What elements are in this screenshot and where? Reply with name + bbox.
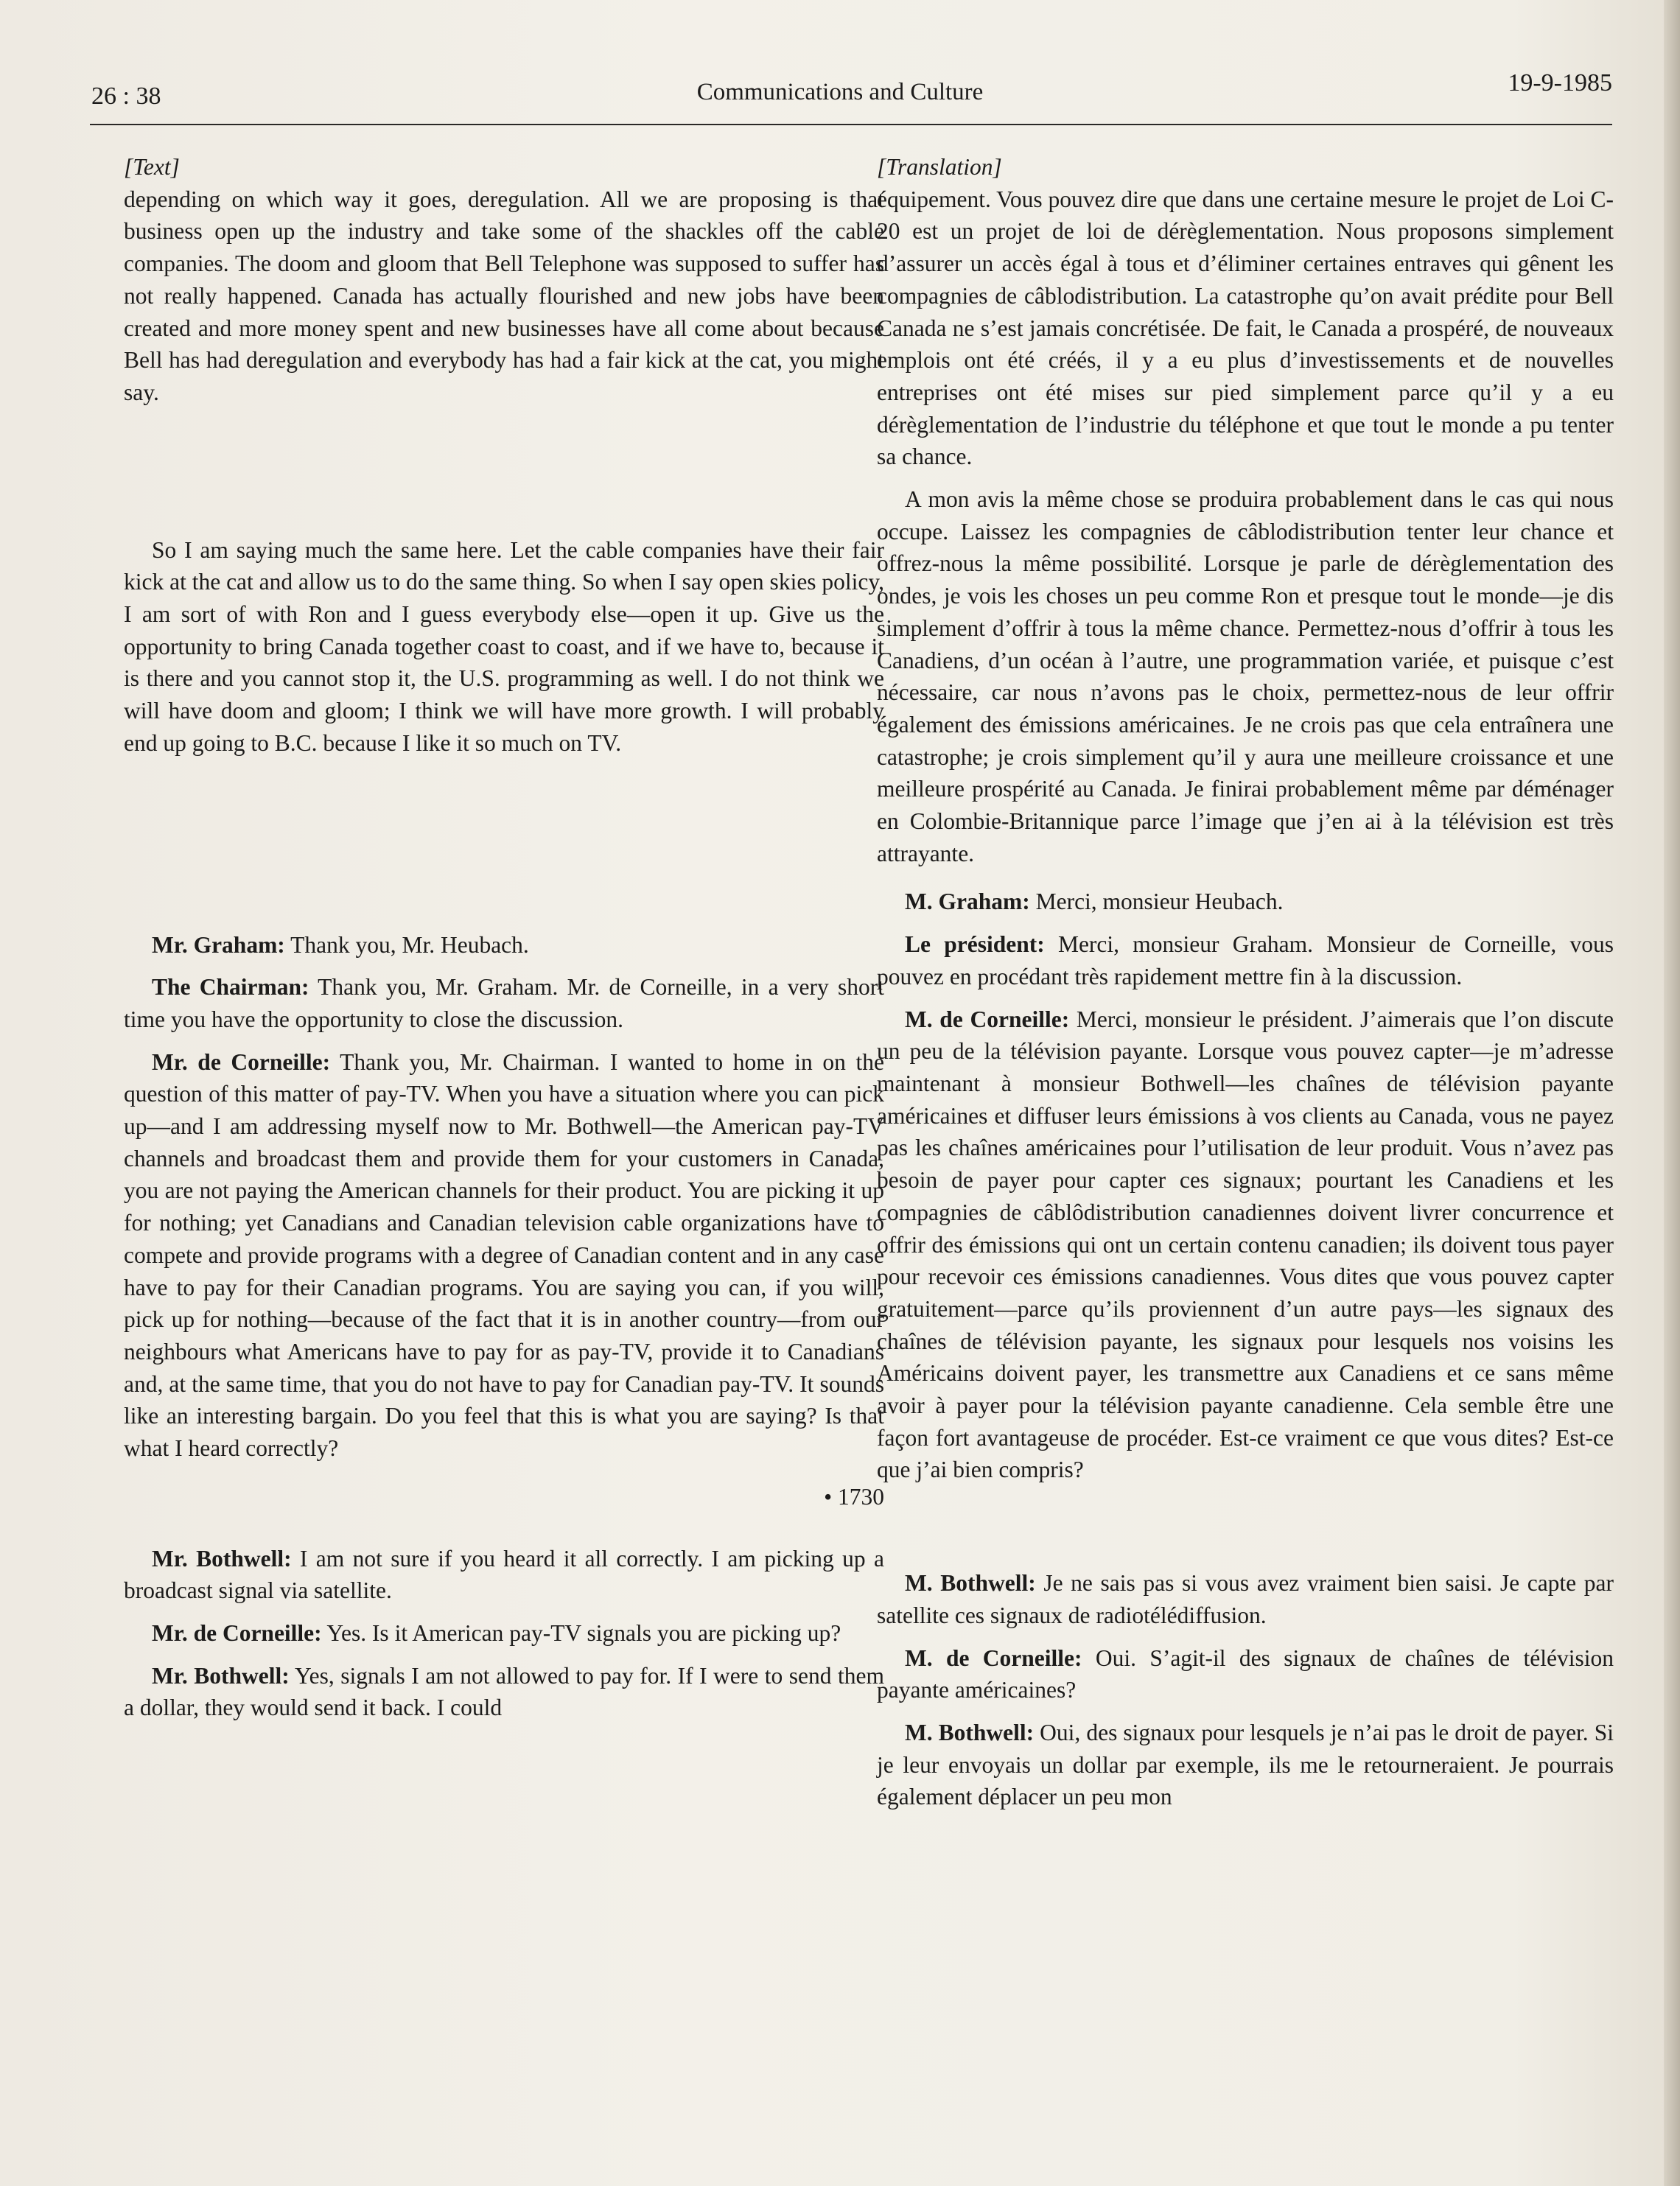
speech bbox=[877, 1567, 1614, 1631]
header-rule bbox=[90, 124, 1612, 125]
speech-text: Yes, signals I am not allowed to pay for. If I were to send them a dollar, they would send it back. I could bbox=[124, 1662, 885, 1721]
speech bbox=[877, 1003, 1614, 1487]
speaker-name: Mr. de Corneille: bbox=[152, 1048, 331, 1075]
page-number: 26 : 38 bbox=[91, 83, 161, 110]
speech-text: Je ne sais pas si vous avez vraiment bien saisi. Je capte par satellite ces signaux de radiotélédiffusion. bbox=[877, 1570, 1614, 1628]
speech-text: Merci, monsieur le président. J’aimerais que l’on discute un peu de la télévision payante. Lorsque vous pouvez capter—je m’adresse maintenant à monsieur Bothwell—les chaînes de télévision payante américaines et diffuser leurs émissions à vos clients au Canada, vous ne payez pas les chaînes américaines pour l’utilisation de leur produit. Vous n’avez pas besoin de payer pour capter ces signaux; pourtant les Canadiens et les compagnies de câblôdistribution canadiennes doivent livrer concurrence et offrir des émissions qui ont un certain contenu canadien; ils doivent tous payer pour recevoir ces émissions canadiennes. Vous dites que vous pouvez capter gratuitement—parce qu’ils proviennent d’un autre pays—les signaux des chaînes de télévision payante, les signaux pour lesquels nos voisins les Américains doivent payer, les transmettre aux Canadiens et ce sans même avoir à payer pour la télévision payante canadienne. Cela semble être une façon fort avantageuse de procéder. Est-ce vraiment ce que vous dites? Est-ce que j’ai bien compris? bbox=[877, 1006, 1614, 1483]
speech bbox=[124, 1617, 884, 1650]
paragraph: So I am saying much the same here. Let the cable companies have their fair kick at the cat and allow us to do the same thing. So when I say open skies policy, I am sort of with Ron and I guess everybody else—open it up. Give us the opportunity to bring Canada together coast to coast, and if we have to, because it is there and you cannot stop it, the U.S. programming as well. I do not think we will have doom and gloom; I think we will have more growth. I will probably end up going to B.C. because I like it so much on TV. bbox=[124, 536, 884, 756]
paragraph: depending on which way it goes, deregulation. All we are proposing is that business open up the industry and take some of the shackles off the cable companies. The doom and gloom that Bell Telephone was supposed to suffer has not really happened. Canada has actually flourished and new jobs have been created and more money spent and new businesses have all come about because Bell has had deregulation and everybody has had a fair kick at the cat, you might say. bbox=[124, 186, 884, 405]
speaker-name: M. Bothwell: bbox=[905, 1570, 1036, 1597]
speaker-name: M. de Corneille: bbox=[905, 1006, 1070, 1032]
speaker-name: The Chairman: bbox=[152, 974, 309, 1001]
paragraph: équipement. Vous pouvez dire que dans une certaine mesure le projet de Loi C-20 est un projet de loi de dérèglementation. Nous proposons simplement d’assurer un accès égal à tous et d’éliminer certaines entraves qui gênent les compagnies de câblodistribution. La catastrophe qu’on avait prédite pour Bell Canada ne s’est jamais concrétisée. De fait, le Canada a prospéré, de nouveaux emplois ont été créés, il y a eu plus d’investissements et de nouvelles entreprises ont été mises sur pied simplement parce qu’il y a eu dérèglementation de l’industrie du téléphone et que tout le monde a pu tenter sa chance. bbox=[877, 186, 1614, 470]
speech-text: I am not sure if you heard it all correctly. I am picking up a broadcast signal via satellite. bbox=[124, 1545, 884, 1604]
speaker-name: M. de Corneille: bbox=[905, 1644, 1082, 1671]
speech-text: Merci, monsieur Heubach. bbox=[1029, 889, 1284, 915]
speaker-name: M. Bothwell: bbox=[905, 1719, 1035, 1745]
speech bbox=[124, 1660, 884, 1724]
speaker-name: M. Graham: bbox=[905, 889, 1030, 915]
speech bbox=[124, 971, 884, 1035]
time-marker: • 1730 bbox=[824, 1483, 884, 1510]
french-column bbox=[877, 151, 1614, 1813]
speaker-name: Mr. Graham: bbox=[152, 931, 285, 958]
language-tag: [Text] bbox=[124, 154, 180, 180]
speech-text: Oui, des signaux pour lesquels je n’ai pas le droit de payer. Si je leur envoyais un dollar par exemple, ils me le retourneraient. Je pourrais également déplacer un peu mon bbox=[877, 1719, 1614, 1810]
speaker-name: Mr. Bothwell: bbox=[152, 1545, 292, 1572]
speech bbox=[877, 1642, 1614, 1706]
speech bbox=[877, 1717, 1614, 1813]
speech-text: Thank you, Mr. Graham. Mr. de Corneille, in a very short time you have the opportunity to close the discussion. bbox=[124, 974, 884, 1032]
speech-text: Thank you, Mr. Chairman. I wanted to home in on the question of this matter of pay-TV. When you have a situation where you can pick up—and I am addressing myself now to Mr. Bothwell—the American pay-TV channels and broadcast them and provide them for your customers in Canada, you are not paying the American channels for their product. You are picking it up for nothing; yet Canadians and Canadian television cable organizations have to compete and provide programs with a degree of Canadian content and in any case have to pay for their Canadian programs. You are saying you can, if you will, pick up for nothing—because of the fact that it is in another country—from our neighbours what Americans have to pay for as pay-TV, provide it to Canadians and, at the same time, that you do not have to pay for Canadian pay-TV. It sounds like an interesting bargain. Do you feel that this is what you are saying? Is that what I heard correctly? bbox=[124, 1048, 884, 1462]
speech-text: Yes. Is it American pay-TV signals you are picking up? bbox=[321, 1619, 841, 1646]
book-spine-shadow bbox=[1664, 0, 1680, 2186]
english-column bbox=[124, 151, 884, 1724]
speaker-name: Mr. Bothwell: bbox=[152, 1662, 290, 1689]
running-title: Communications and Culture bbox=[696, 79, 984, 105]
paragraph: A mon avis la même chose se produira probablement dans le cas qui nous occupe. Laissez les compagnies de câblodistribution tenter leur chance et offrez-nous la même possibilité. Lorsque je parle de dérèglementation des ondes, je vois les choses un peu comme Ron et presque tout le monde—je dis simplement d’offrir à tous la même chance. Permettez-nous d’offrir à tous les Canadiens, d’un océan à l’autre, une programmation variée, et puisque c’est nécessaire, car nous n’avons pas le choix, permettez-nous de leur offrir également des émissions américaines. Je ne crois pas que cela entraînera une catastrophe; je crois simplement qu’il y aura une meilleure croissance et une meilleure prospérité au Canada. Je finirai probablement même par déménager en Colombie-Britannique parce l’image que j’en ai à la télévision est très attrayante. bbox=[877, 486, 1614, 866]
speech bbox=[877, 928, 1614, 992]
language-tag: [Translation] bbox=[877, 154, 1002, 180]
speech-text: Thank you, Mr. Heubach. bbox=[284, 931, 529, 958]
speech bbox=[124, 1543, 884, 1607]
speech bbox=[124, 929, 884, 961]
speech bbox=[124, 1046, 884, 1465]
speech-text: Merci, monsieur Graham. Monsieur de Corneille, vous pouvez en procédant très rapidement mettre fin à la discussion. bbox=[877, 931, 1614, 989]
speaker-name: Mr. de Corneille: bbox=[152, 1619, 322, 1646]
speech-text: Oui. S’agit-il des signaux de chaînes de télévision payante américaines? bbox=[877, 1644, 1614, 1703]
speech bbox=[877, 886, 1614, 918]
speaker-name: Le président: bbox=[905, 931, 1045, 958]
page-date: 19-9-1985 bbox=[1508, 69, 1612, 97]
